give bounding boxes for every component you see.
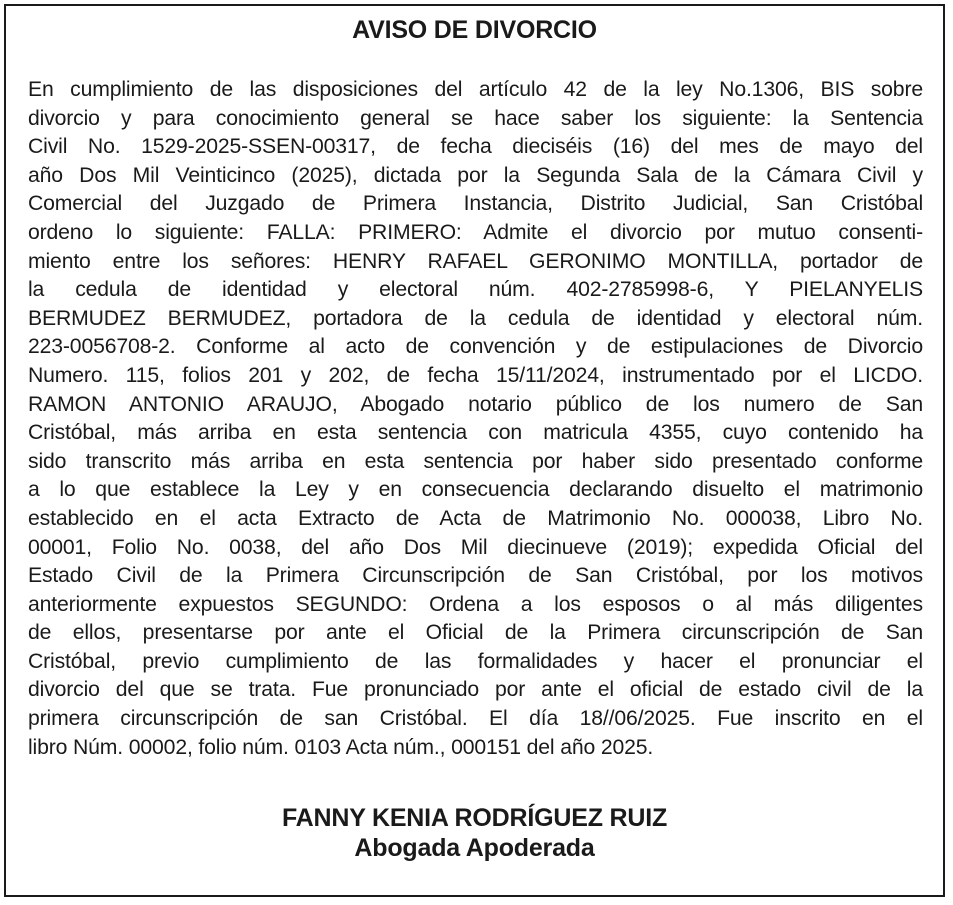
- body-line: libro Núm. 00002, folio núm. 0103 Acta núm., 000151 del año 2025.: [28, 735, 654, 759]
- notice-body: [28, 76, 923, 762]
- body-line: RAMON ANTONIO ARAUJO, Abogado notario público de los numero de San: [28, 392, 923, 416]
- body-line: de ellos, presentarse por ante el Oficial de la Primera circunscripción de San: [28, 621, 923, 645]
- body-line: a lo que establece la Ley y en consecuencia declarando disuelto el matrimonio: [28, 478, 923, 502]
- body-line: divorcio del que se trata. Fue pronunciado por ante el oficial de estado civil de la: [28, 678, 923, 702]
- signer-role: Abogada Apoderada: [354, 834, 595, 862]
- body-line: Cristóbal, previo cumplimiento de las formalidades y hacer el pronunciar el: [28, 649, 923, 673]
- body-line: Civil No. 1529-2025-SSEN-00317, de fecha dieciséis (16) del mes de mayo del: [28, 135, 923, 159]
- body-line: primera circunscripción de san Cristóbal. El día 18//06/2025. Fue inscrito en el: [28, 707, 923, 731]
- body-line: BERMUDEZ BERMUDEZ, portadora de la cedula de identidad y electoral núm.: [28, 306, 923, 330]
- body-line: la cedula de identidad y electoral núm. 402-2785998-6, Y PIELANYELIS: [28, 278, 923, 302]
- body-line: establecido en el acta Extracto de Acta de Matrimonio No. 000038, Libro No.: [28, 506, 923, 530]
- body-line: En cumplimiento de las disposiciones del artículo 42 de la ley No.1306, BIS sobre: [28, 78, 923, 101]
- body-line: 223-0056708-2. Conforme al acto de convención y de estipulaciones de Divorcio: [28, 335, 923, 359]
- body-line: anteriormente expuestos SEGUNDO: Ordena a los esposos o al más diligentes: [28, 592, 923, 616]
- body-line: 00001, Folio No. 0038, del año Dos Mil diecinueve (2019); expedida Oficial del: [28, 535, 923, 559]
- body-line: Numero. 115, folios 201 y 202, de fecha 15/11/2024, instrumentado por el LICDO.: [28, 363, 923, 387]
- body-line: miento entre los señores: HENRY RAFAEL GERONIMO MONTILLA, portador de: [28, 249, 923, 273]
- body-line: año Dos Mil Veinticinco (2025), dictada por la Segunda Sala de la Cámara Civil y: [28, 163, 923, 187]
- notice-title: AVISO DE DIVORCIO: [352, 16, 597, 44]
- signer-name: FANNY KENIA RODRÍGUEZ RUIZ: [281, 804, 668, 832]
- notice-frame: [4, 4, 945, 897]
- body-line: Estado Civil de la Primera Circunscripción de San Cristóbal, por los motivos: [28, 564, 923, 588]
- body-line: Cristóbal, más arriba en esta sentencia con matricula 4355, cuyo contenido ha: [28, 421, 923, 445]
- body-line: divorcio y para conocimiento general se hace saber los siguiente: la Sentencia: [28, 106, 923, 130]
- body-line: sido transcrito más arriba en esta sentencia por haber sido presentado conforme: [28, 449, 923, 473]
- body-line: ordeno lo siguiente: FALLA: PRIMERO: Admite el divorcio por mutuo consenti-: [28, 220, 923, 244]
- body-line: Comercial del Juzgado de Primera Instancia, Distrito Judicial, San Cristóbal: [28, 192, 923, 216]
